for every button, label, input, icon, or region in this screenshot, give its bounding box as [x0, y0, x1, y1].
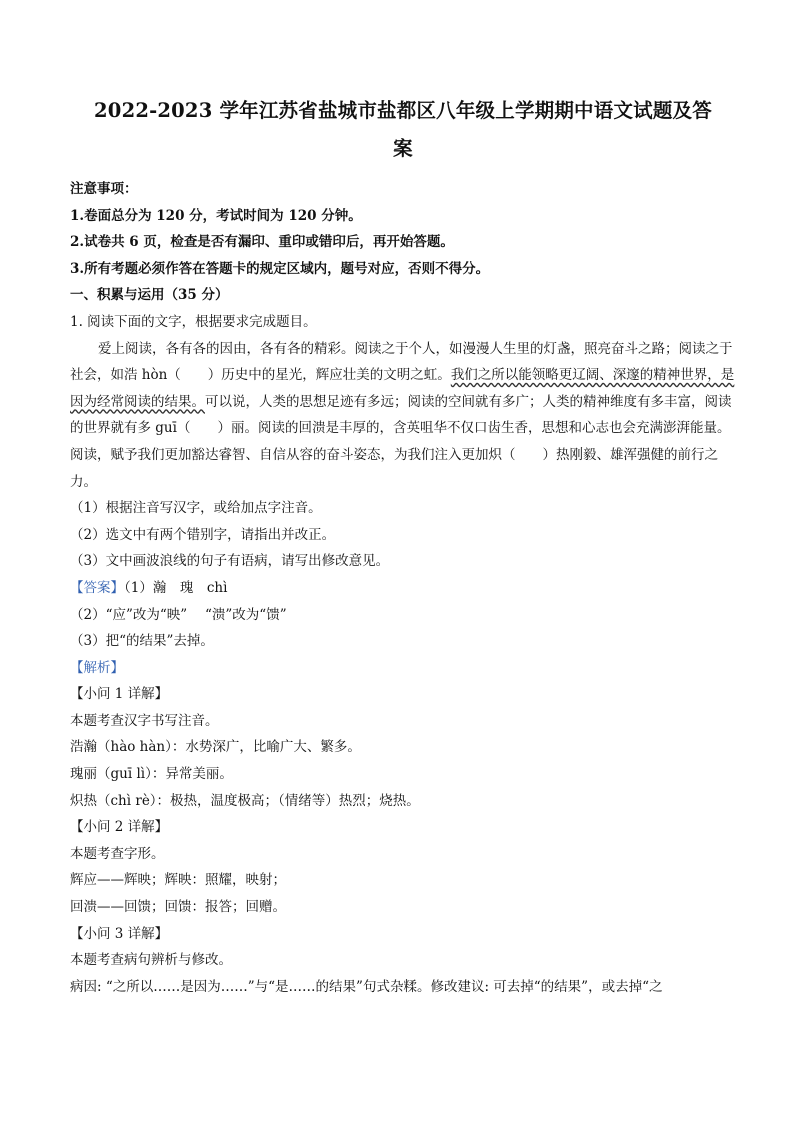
- answer-line-1: [70, 575, 736, 602]
- wavy-underlined-sentence: 我们之所以能领略更辽阔、深邃的精神世界，是因为经常阅读的结果。: [70, 367, 735, 410]
- answer-3: （3）把“的结果”去掉。: [70, 633, 214, 650]
- detail-2-line: 回溃——回馈；回馈：报答；回赠。: [70, 899, 286, 916]
- detail-1-line: 浩瀚（hào hàn）：水势深广，比喻广大、繁多。: [70, 739, 361, 756]
- passage-text-2: 可以说，人类的思想足迹有多远；阅读的空间就有多广；人类的精神维度有多丰富，阅读的世界就有多 guī（ ）丽。阅读的回溃是丰厚的，含英咀华不仅口齿生香，思想和心志也会充满澎湃能量。阅读，赋予我们更加豁达睿智、自信从容的奋斗姿态，为我们注入更加炽（ ）热刚毅、雄浑强健的前行之力。: [70, 393, 732, 490]
- answer-tag: 【答案】: [70, 579, 124, 596]
- detail-3-line: 病因: “之所以……是因为……”与“是……的结果”句式杂糅。修改建议: 可去掉“的结果”，或去掉“之: [70, 978, 663, 995]
- notice-item-1: 1.卷面总分为 120 分，考试时间为 120 分钟。: [70, 207, 362, 224]
- section-heading: 一、积累与运用（35 分）: [70, 287, 229, 304]
- answer-1: （1）瀚 瑰 chì: [124, 579, 228, 596]
- analysis-tag: 【解析】: [70, 659, 124, 676]
- sub-question-1: （1）根据注音写汉字，或给加点字注音。: [70, 500, 322, 517]
- detail-2-heading: 【小问 2 详解】: [70, 819, 169, 836]
- title-line-2: 案: [393, 137, 413, 160]
- detail-2-line: 辉应——辉映；辉映：照耀，映射；: [70, 872, 286, 889]
- page-title: [70, 92, 736, 168]
- passage-text-1: 爱上阅读，各有各的因由，各有各的精彩。阅读之于个人，如漫漫人生里的灯盏，照亮奋斗之路；阅读之于社会，如浩 hòn（ ）历史中的星光，辉应壮美的文明之虹。: [70, 340, 733, 384]
- detail-1-line: 炽热（chì rè）：极热，温度极高；（情绪等）热烈；烧热。: [70, 792, 420, 809]
- notice-item-3: 3.所有考题必须作答在答题卡的规定区域内，题号对应，否则不得分。: [70, 260, 490, 277]
- answer-2: （2）“应”改为“映” “溃”改为“馈”: [70, 606, 287, 623]
- notice-heading: 注意事项：: [70, 181, 138, 197]
- detail-1-heading: 【小问 1 详解】: [70, 686, 169, 703]
- title-line-1: 2022-2023 学年江苏省盐城市盐都区八年级上学期期中语文试题及答: [94, 99, 712, 122]
- question-stem: 1. 阅读下面的文字，根据要求完成题目。: [70, 313, 317, 330]
- sub-question-2: （2）选文中有两个错别字，请指出并改正。: [70, 526, 336, 543]
- sub-question-3: （3）文中画波浪线的句子有语病，请写出修改意见。: [70, 553, 390, 570]
- reading-passage: [70, 336, 736, 496]
- detail-3-heading: 【小问 3 详解】: [70, 925, 169, 942]
- notice-item-2: 2.试卷共 6 页，检查是否有漏印、重印或错印后，再开始答题。: [70, 234, 454, 251]
- detail-3-line: 本题考查病句辨析与修改。: [70, 952, 232, 969]
- detail-2-line: 本题考查字形。: [70, 845, 165, 862]
- detail-1-line: 瑰丽（guī lì）：异常美丽。: [70, 766, 233, 783]
- detail-1-line: 本题考查汉字书写注音。: [70, 712, 219, 729]
